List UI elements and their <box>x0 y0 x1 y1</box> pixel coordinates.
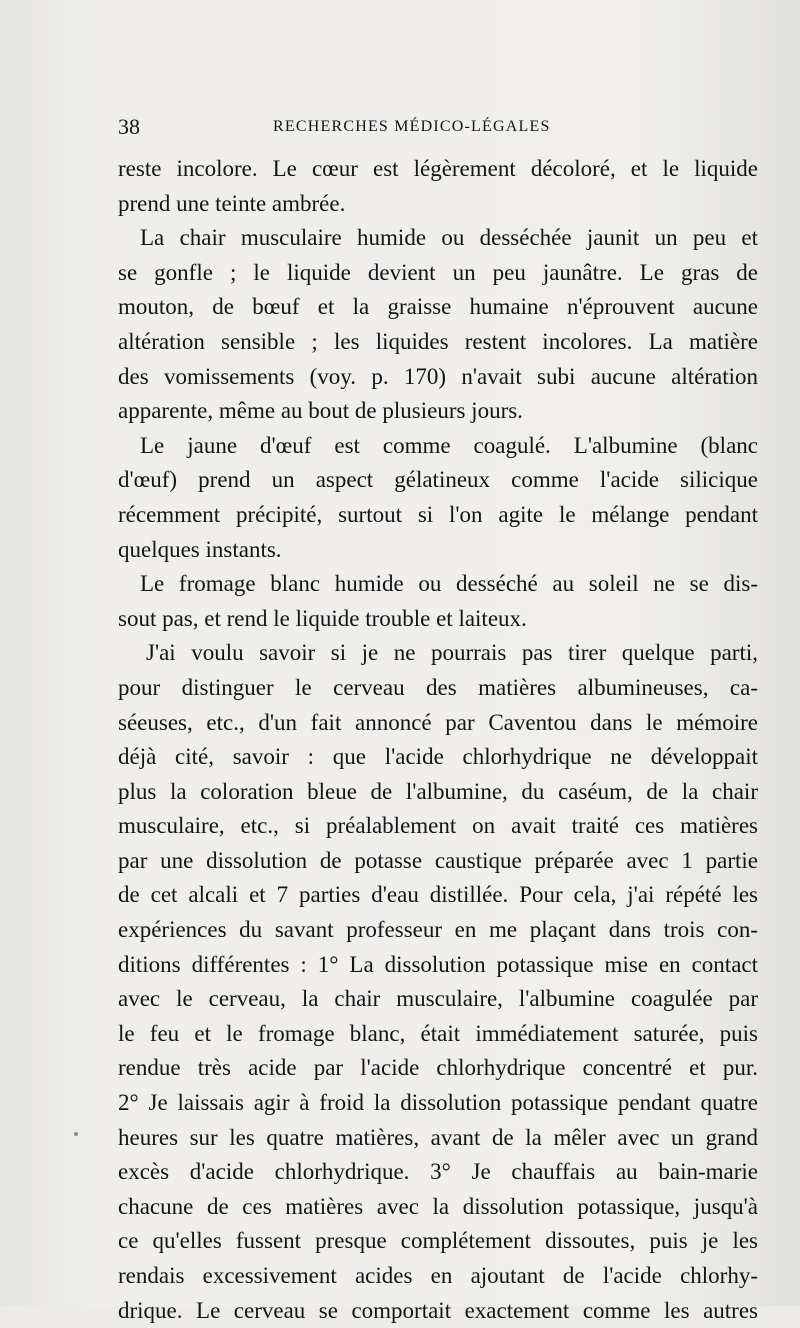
text-line: 2° Je laissais agir à froid la dissolution potassique pendant quatre <box>118 1090 758 1116</box>
text-line: des vomissements (voy. p. 170) n'avait subi aucune altération <box>118 363 758 389</box>
page-number: 38 <box>118 114 140 139</box>
text-line: altération sensible ; les liquides restent incolores. La matière <box>118 328 758 354</box>
text-line: ce qu'elles fussent presque complétement dissoutes, puis je les <box>118 1228 758 1254</box>
text-line: d'œuf) prend un aspect gélatineux comme l'acide silicique <box>118 467 758 493</box>
text-line: quelques instants. <box>118 536 282 562</box>
text-line: se gonfle ; le liquide devient un peu jaunâtre. Le gras de <box>118 259 758 285</box>
text-line: plus la coloration bleue de l'albumine, du caséum, de la chair <box>118 778 758 804</box>
text-line: séeuses, etc., d'un fait annoncé par Caventou dans le mémoire <box>118 709 758 735</box>
text-line: expériences du savant professeur en me plaçant dans trois con- <box>118 917 758 943</box>
margin-speck <box>74 1132 78 1136</box>
text-line: de cet alcali et 7 parties d'eau distillée. Pour cela, j'ai répété les <box>118 882 758 908</box>
text-line: par une dissolution de potasse caustique préparée avec 1 partie <box>118 847 758 873</box>
text-line: rendais excessivement acides en ajoutant de l'acide chlorhy- <box>118 1263 758 1288</box>
text-line: récemment précipité, surtout si l'on agite le mélange pendant <box>118 501 758 527</box>
text-line: le feu et le fromage blanc, était immédiatement saturée, puis <box>118 1020 758 1046</box>
text-line: Le jaune d'œuf est comme coagulé. L'albumine (blanc <box>140 432 758 458</box>
text-line: drique. Le cerveau se comportait exactement comme les autres <box>118 1297 758 1323</box>
text-line: déjà cité, savoir : que l'acide chlorhydrique ne développait <box>118 744 758 770</box>
text-line: pour distinguer le cerveau des matières albumineuses, ca- <box>118 674 758 700</box>
text-line: musculaire, etc., si préalablement on avait traité ces matières <box>118 813 758 839</box>
text-line: mouton, de bœuf et la graisse humaine n'éprouvent aucune <box>118 294 758 320</box>
text-line: chacune de ces matières avec la dissolution potassique, jusqu'à <box>118 1193 758 1219</box>
text-line: La chair musculaire humide ou desséchée jaunit un peu et <box>140 225 758 251</box>
text-line: heures sur les quatre matières, avant de la mêler avec un grand <box>118 1124 758 1150</box>
text-line: prend une teinte ambrée. <box>118 190 346 216</box>
text-line: excès d'acide chlorhydrique. 3° Je chauffais au bain-marie <box>118 1159 758 1185</box>
running-head: RECHERCHES MÉDICO-LÉGALES <box>273 118 551 135</box>
text-line: apparente, même au bout de plusieurs jours. <box>118 398 523 424</box>
text-line: Le fromage blanc humide ou desséché au soleil ne se dis- <box>140 571 758 597</box>
text-line: rendue très acide par l'acide chlorhydrique concentré et pur. <box>118 1055 758 1081</box>
text-line: ditions différentes : 1° La dissolution potassique mise en contact <box>118 951 758 977</box>
page-header <box>118 112 758 142</box>
text-line: sout pas, et rend le liquide trouble et laiteux. <box>118 605 527 631</box>
text-line: reste incolore. Le cœur est légèrement décoloré, et le liquide <box>118 156 758 181</box>
text-line: J'ai voulu savoir si je ne pourrais pas tirer quelque parti, <box>146 640 758 666</box>
body-text <box>118 152 758 1328</box>
text-line: avec le cerveau, la chair musculaire, l'albumine coagulée par <box>118 986 758 1012</box>
